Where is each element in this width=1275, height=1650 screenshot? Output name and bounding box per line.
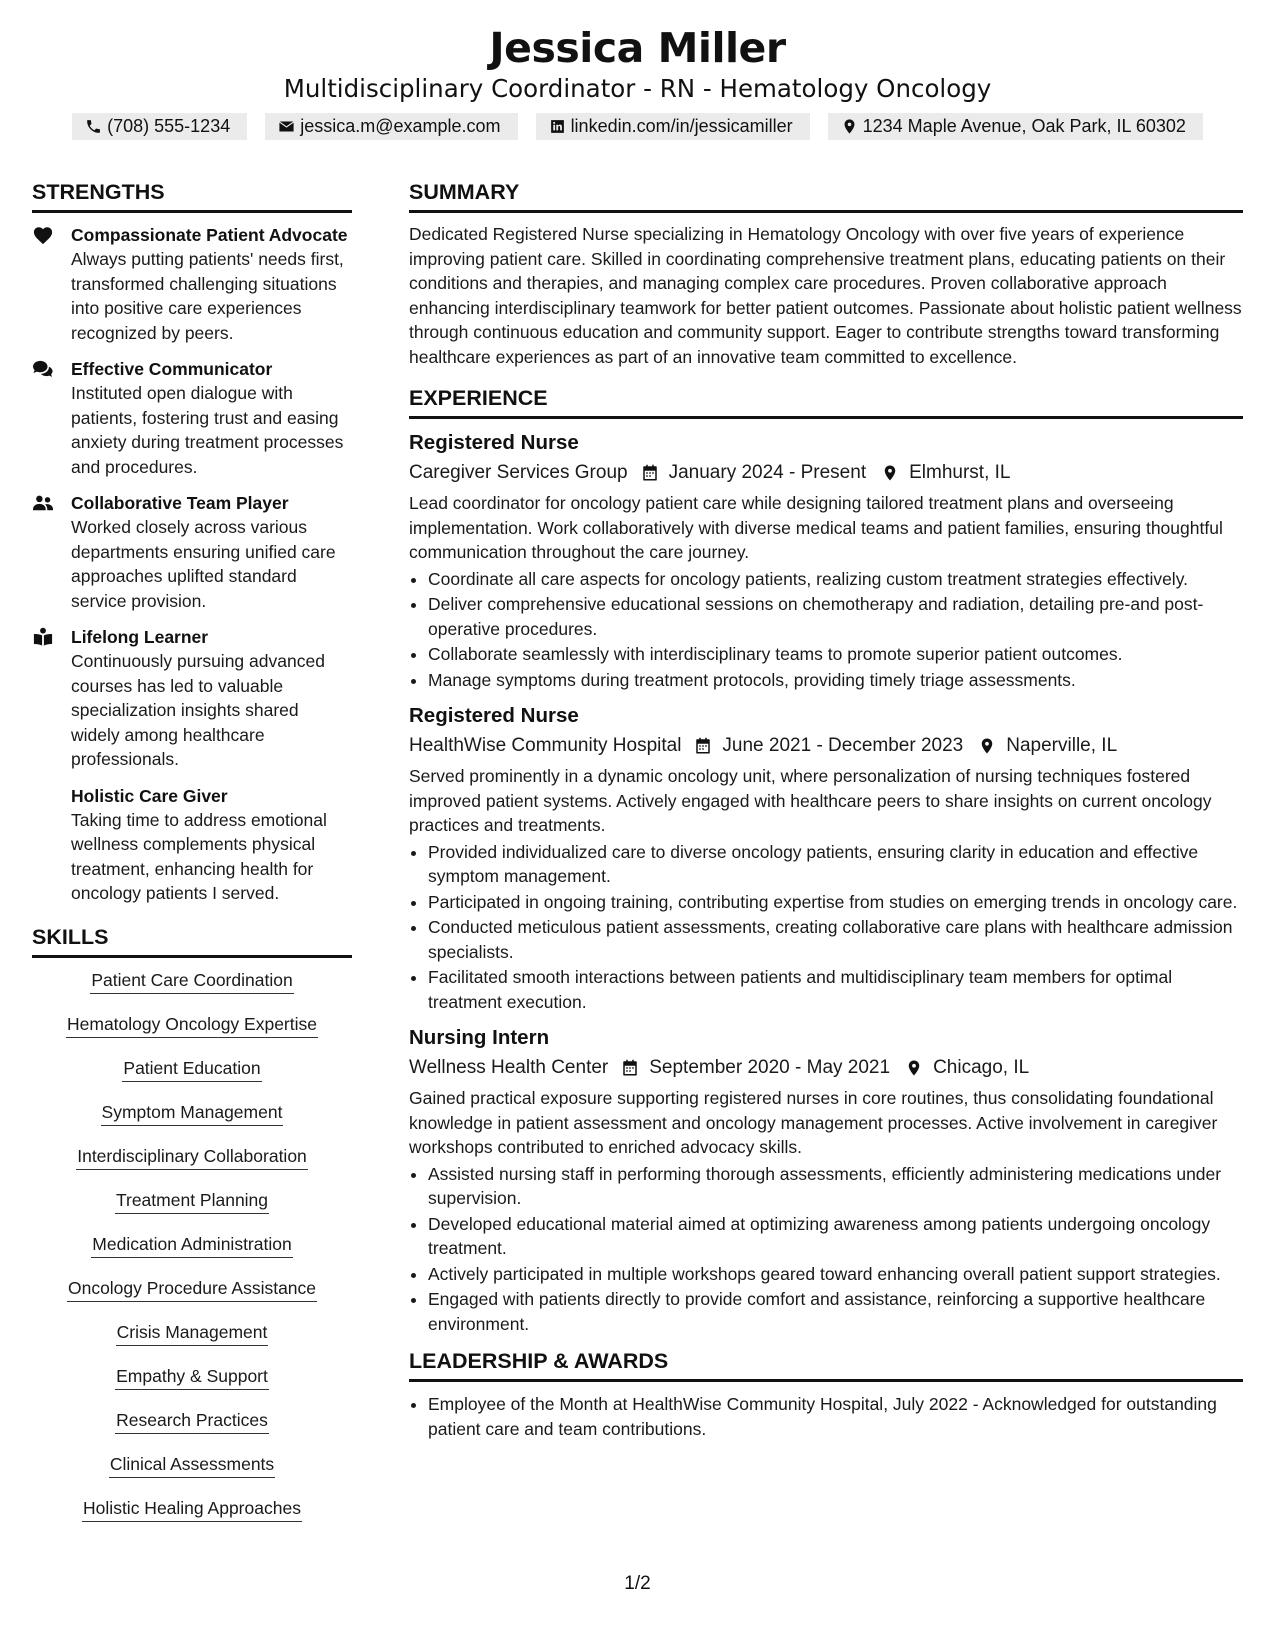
strength-description: Continuously pursuing advanced courses has led to valuable specialization insights shared widely among healthcare professionals. (71, 651, 325, 769)
job-title: Nursing Intern (409, 1026, 550, 1049)
job-location: Elmhurst, IL (909, 462, 1011, 483)
bullet-item: • Engaged with patients directly to provide comfort and assistance, reinforcing a supportive healthcare environment. (428, 1287, 1243, 1336)
candidate-name: Jessica Miller (489, 24, 786, 72)
page-number: 1/2 (624, 1573, 651, 1594)
award-item: • Employee of the Month at HealthWise Community Hospital, July 2022 - Acknowledged for outstanding patient care and team contributions. (428, 1392, 1243, 1441)
strength-item (32, 625, 352, 772)
skill-item: Symptom Management (101, 1100, 284, 1126)
bullet-item: • Conducted meticulous patient assessments, creating collaborative care plans with healthcare admission specialists. (428, 915, 1243, 964)
comments-icon (32, 359, 54, 379)
job-meta (409, 459, 1243, 487)
strength-item (32, 223, 352, 345)
leadership-heading: LEADERSHIP & AWARDS (409, 1346, 1243, 1382)
skill-item: Oncology Procedure Assistance (67, 1276, 317, 1302)
skill-item: Hematology Oncology Expertise (66, 1012, 318, 1038)
right-column (409, 177, 1243, 1442)
strength-title: Compassionate Patient Advocate (71, 225, 348, 245)
bullet-item: • Manage symptoms during treatment protocols, providing timely triage assessments. (428, 668, 1243, 693)
contact-email-text[interactable]: jessica.m@example.com (300, 116, 501, 136)
book-reader-icon (32, 627, 54, 647)
job-entry (409, 429, 1243, 692)
job-meta (409, 732, 1243, 760)
strength-description: Always putting patients' needs first, transformed challenging situations into positive care experiences recognized by peers. (71, 249, 344, 343)
strength-title: Lifelong Learner (71, 627, 209, 647)
resume-header (0, 22, 1275, 140)
skills-list (32, 968, 352, 1540)
calendar-icon (621, 1059, 639, 1077)
job-title: Registered Nurse (409, 431, 579, 454)
job-dates: June 2021 - December 2023 (722, 735, 964, 756)
job-company: Wellness Health Center (409, 1057, 609, 1078)
skill-item: Holistic Healing Approaches (82, 1496, 302, 1522)
map-pin-icon (978, 737, 996, 755)
candidate-title: Multidisciplinary Coordinator - RN - Hematology Oncology (283, 74, 992, 103)
contact-linkedin-text[interactable]: linkedin.com/in/jessicamiller (570, 116, 793, 136)
job-meta (409, 1054, 1243, 1082)
phone-icon (85, 118, 102, 135)
strength-description: Taking time to address emotional wellness complements physical treatment, enhancing health for oncology patients I served. (71, 809, 327, 903)
envelope-icon (278, 118, 295, 135)
skill-item: Crisis Management (116, 1320, 269, 1346)
map-pin-icon (881, 464, 899, 482)
strength-description: Instituted open dialogue with patients, fostering trust and easing anxiety during treatment processes and procedures. (71, 383, 344, 477)
skill-item: Patient Care Coordination (90, 968, 293, 994)
job-dates: September 2020 - May 2021 (649, 1057, 891, 1078)
contact-address-text: 1234 Maple Avenue, Oak Park, IL 60302 (862, 116, 1186, 136)
strength-title: Collaborative Team Player (71, 493, 289, 513)
contact-phone (72, 113, 247, 140)
bullet-item: • Actively participated in multiple workshops geared toward enhancing overall patient support strategies. (428, 1262, 1243, 1287)
strength-item (32, 491, 352, 613)
job-bullets (409, 567, 1243, 693)
strength-item (32, 357, 352, 479)
skill-item: Treatment Planning (115, 1188, 269, 1214)
skill-item: Interdisciplinary Collaboration (76, 1144, 308, 1170)
bullet-item: • Deliver comprehensive educational sessions on chemotherapy and radiation, detailing pre-and post-operative procedures. (428, 592, 1243, 641)
bullet-item: • Participated in ongoing training, contributing expertise from studies on emerging trends in oncology care. (428, 890, 1243, 915)
experience-heading: EXPERIENCE (409, 383, 1243, 419)
job-entry (409, 702, 1243, 1014)
job-description: Served prominently in a dynamic oncology unit, where personalization of nursing techniques fostered improved patient systems. Actively engaged with healthcare peers to share insights on current oncology practices and treatments. (409, 766, 1212, 835)
job-company: HealthWise Community Hospital (409, 735, 682, 756)
skill-item: Medication Administration (91, 1232, 292, 1258)
contact-email[interactable] (265, 113, 517, 140)
skill-item: Patient Education (122, 1056, 261, 1082)
job-entry (409, 1024, 1243, 1336)
job-company: Caregiver Services Group (409, 462, 628, 483)
linkedin-icon (549, 118, 566, 135)
skills-heading: SKILLS (32, 922, 352, 958)
job-bullets (409, 1162, 1243, 1337)
job-dates: January 2024 - Present (668, 462, 867, 483)
skill-item: Research Practices (115, 1408, 269, 1434)
bullet-item: • Developed educational material aimed at optimizing awareness among patients undergoing oncology treatment. (428, 1212, 1243, 1261)
job-bullets (409, 840, 1243, 1015)
summary-text: Dedicated Registered Nurse specializing in Hematology Oncology with over five years of experience improving patient care. Skilled in coordinating comprehensive treatment plans, educating patients on their conditions and therapies, and managing complex care procedures. Proven collaborative approach enhancing interdisciplinary teamwork for better patient outcomes. Passionate about holistic patient wellness through continuous education and community support. Eager to contribute strengths toward transforming healthcare experiences as part of an innovative team committed to excellence. (409, 224, 1242, 367)
bullet-item: • Coordinate all care aspects for oncology patients, realizing custom treatment strategies effectively. (428, 567, 1243, 592)
contact-linkedin[interactable] (536, 113, 810, 140)
calendar-icon (694, 737, 712, 755)
job-description: Lead coordinator for oncology patient care while designing tailored treatment plans and overseeing implementation. Work collaboratively with diverse medical teams and patient families, ensuring thoughtful communication throughout the care journey. (409, 493, 1223, 562)
bullet-item: • Facilitated smooth interactions between patients and multidisciplinary team members for optimal treatment execution. (428, 965, 1243, 1014)
contact-address (828, 113, 1203, 140)
contact-bar (0, 113, 1275, 140)
job-location: Naperville, IL (1006, 735, 1118, 756)
calendar-icon (641, 464, 659, 482)
bullet-item: • Collaborate seamlessly with interdisciplinary teams to promote superior patient outcomes. (428, 642, 1243, 667)
strength-description: Worked closely across various departments ensuring unified care approaches uplifted standard service provision. (71, 517, 336, 611)
strength-item (32, 784, 352, 906)
job-location: Chicago, IL (933, 1057, 1030, 1078)
skill-item: Clinical Assessments (109, 1452, 275, 1478)
users-icon (32, 493, 54, 513)
strength-title: Holistic Care Giver (71, 785, 228, 806)
summary-heading: SUMMARY (409, 177, 1243, 213)
skill-item: Empathy & Support (115, 1364, 269, 1390)
strength-title: Effective Communicator (71, 359, 273, 379)
map-pin-icon (905, 1059, 923, 1077)
bullet-item: • Assisted nursing staff in performing thorough assessments, efficiently administering medications under supervision. (428, 1162, 1243, 1211)
left-column (32, 177, 352, 1540)
heart-icon (32, 225, 54, 245)
strengths-heading: STRENGTHS (32, 177, 352, 213)
job-title: Registered Nurse (409, 704, 579, 727)
map-pin-icon (841, 118, 858, 135)
job-description: Gained practical exposure supporting registered nurses in core routines, thus consolidating foundational knowledge in patient assessment and oncology management processes. Active involvement in caregiver workshops contributed to enriched advocacy skills. (409, 1088, 1218, 1157)
leadership-list (409, 1392, 1243, 1441)
contact-phone-text: (708) 555-1234 (107, 116, 231, 136)
bullet-item: • Provided individualized care to diverse oncology patients, ensuring clarity in education and effective symptom management. (428, 840, 1243, 889)
